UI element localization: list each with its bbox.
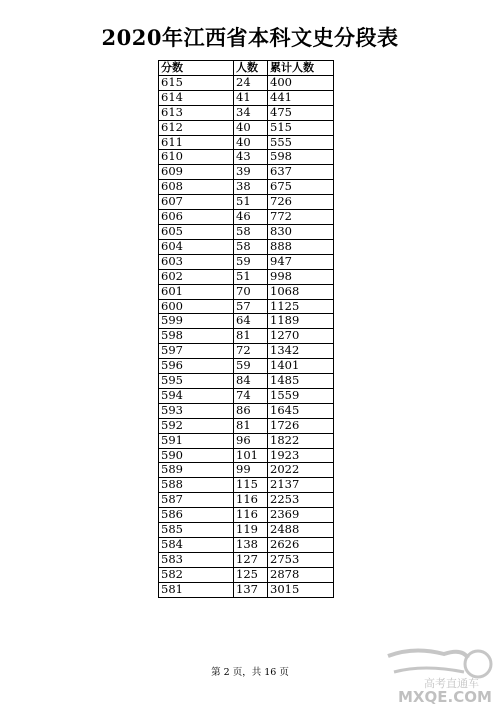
table-row <box>159 299 334 314</box>
cell-count: 84 <box>234 374 268 389</box>
cell-score: 610 <box>159 150 234 165</box>
cell-cumulative: 675 <box>268 180 334 195</box>
cell-count: 99 <box>234 463 268 478</box>
cell-count: 64 <box>234 314 268 329</box>
cell-score: 615 <box>159 75 234 90</box>
cell-cumulative: 772 <box>268 210 334 225</box>
cell-cumulative: 2369 <box>268 508 334 523</box>
cell-cumulative: 3015 <box>268 582 334 597</box>
table-row <box>159 150 334 165</box>
cell-score: 612 <box>159 120 234 135</box>
cell-count: 58 <box>234 224 268 239</box>
page-title: 2020年江西省本科文史分段表 <box>101 25 399 50</box>
table-row <box>159 433 334 448</box>
table-body <box>159 75 334 597</box>
cell-count: 59 <box>234 359 268 374</box>
cell-cumulative: 726 <box>268 195 334 210</box>
cell-cumulative: 1923 <box>268 448 334 463</box>
cell-cumulative: 1342 <box>268 344 334 359</box>
table-row <box>159 359 334 374</box>
cell-cumulative: 947 <box>268 254 334 269</box>
cell-count: 96 <box>234 433 268 448</box>
cell-score: 595 <box>159 374 234 389</box>
table-row <box>159 582 334 597</box>
cell-score: 593 <box>159 403 234 418</box>
cell-count: 116 <box>234 493 268 508</box>
table-row <box>159 254 334 269</box>
table-row <box>159 329 334 344</box>
cell-count: 74 <box>234 388 268 403</box>
table-row <box>159 493 334 508</box>
cell-cumulative: 2488 <box>268 523 334 538</box>
column-header-cumulative: 累计人数 <box>268 61 334 76</box>
cell-score: 607 <box>159 195 234 210</box>
column-header-count: 人数 <box>234 61 268 76</box>
cell-count: 81 <box>234 418 268 433</box>
cell-score: 614 <box>159 90 234 105</box>
cell-count: 40 <box>234 120 268 135</box>
score-distribution-table <box>158 60 334 598</box>
cell-score: 588 <box>159 478 234 493</box>
table-header-row <box>159 61 334 76</box>
cell-score: 581 <box>159 582 234 597</box>
cell-cumulative: 598 <box>268 150 334 165</box>
table-row <box>159 403 334 418</box>
cell-count: 125 <box>234 567 268 582</box>
cell-cumulative: 830 <box>268 224 334 239</box>
table-row <box>159 165 334 180</box>
table-row <box>159 210 334 225</box>
cell-count: 70 <box>234 284 268 299</box>
cell-score: 598 <box>159 329 234 344</box>
cell-cumulative: 2753 <box>268 552 334 567</box>
cell-score: 606 <box>159 210 234 225</box>
cell-count: 119 <box>234 523 268 538</box>
cell-cumulative: 637 <box>268 165 334 180</box>
cell-count: 127 <box>234 552 268 567</box>
cell-count: 41 <box>234 90 268 105</box>
table-row <box>159 523 334 538</box>
table-row <box>159 135 334 150</box>
watermark-text: 高考直通车 <box>424 677 479 690</box>
cell-count: 86 <box>234 403 268 418</box>
cell-count: 24 <box>234 75 268 90</box>
table-row <box>159 567 334 582</box>
cell-cumulative: 2137 <box>268 478 334 493</box>
cell-cumulative: 1068 <box>268 284 334 299</box>
cell-cumulative: 441 <box>268 90 334 105</box>
cell-count: 51 <box>234 195 268 210</box>
cell-count: 116 <box>234 508 268 523</box>
cell-score: 590 <box>159 448 234 463</box>
table-row <box>159 552 334 567</box>
table-row <box>159 538 334 553</box>
table-row <box>159 269 334 284</box>
cell-score: 592 <box>159 418 234 433</box>
cell-cumulative: 555 <box>268 135 334 150</box>
cell-count: 59 <box>234 254 268 269</box>
cell-cumulative: 2022 <box>268 463 334 478</box>
cell-cumulative: 1189 <box>268 314 334 329</box>
cell-count: 40 <box>234 135 268 150</box>
column-header-score: 分数 <box>159 61 234 76</box>
cell-count: 39 <box>234 165 268 180</box>
cell-score: 602 <box>159 269 234 284</box>
watermark-site: MXQE.COM <box>398 688 492 704</box>
table-row <box>159 180 334 195</box>
cell-count: 57 <box>234 299 268 314</box>
cell-score: 608 <box>159 180 234 195</box>
cell-score: 605 <box>159 224 234 239</box>
cell-score: 589 <box>159 463 234 478</box>
cell-score: 591 <box>159 433 234 448</box>
cell-count: 34 <box>234 105 268 120</box>
cell-count: 51 <box>234 269 268 284</box>
table-row <box>159 239 334 254</box>
table-row <box>159 418 334 433</box>
table-row <box>159 314 334 329</box>
cell-score: 587 <box>159 493 234 508</box>
cell-score: 583 <box>159 552 234 567</box>
cell-score: 599 <box>159 314 234 329</box>
cell-score: 604 <box>159 239 234 254</box>
table-row <box>159 284 334 299</box>
cell-cumulative: 2626 <box>268 538 334 553</box>
table-row <box>159 195 334 210</box>
table-row <box>159 508 334 523</box>
cell-count: 72 <box>234 344 268 359</box>
cell-count: 46 <box>234 210 268 225</box>
table-row <box>159 448 334 463</box>
cell-score: 601 <box>159 284 234 299</box>
table-row <box>159 75 334 90</box>
cell-cumulative: 1645 <box>268 403 334 418</box>
cell-score: 613 <box>159 105 234 120</box>
cell-cumulative: 400 <box>268 75 334 90</box>
cell-score: 582 <box>159 567 234 582</box>
table-row <box>159 105 334 120</box>
cell-score: 585 <box>159 523 234 538</box>
cell-cumulative: 998 <box>268 269 334 284</box>
cell-count: 101 <box>234 448 268 463</box>
cell-count: 81 <box>234 329 268 344</box>
cell-cumulative: 1559 <box>268 388 334 403</box>
table-row <box>159 388 334 403</box>
cell-count: 137 <box>234 582 268 597</box>
cell-cumulative: 1270 <box>268 329 334 344</box>
table-row <box>159 224 334 239</box>
cell-count: 138 <box>234 538 268 553</box>
cell-score: 611 <box>159 135 234 150</box>
cell-count: 38 <box>234 180 268 195</box>
table-row <box>159 463 334 478</box>
cell-cumulative: 1401 <box>268 359 334 374</box>
cell-score: 609 <box>159 165 234 180</box>
table-row <box>159 478 334 493</box>
cell-score: 594 <box>159 388 234 403</box>
table-row <box>159 344 334 359</box>
cell-count: 58 <box>234 239 268 254</box>
cell-cumulative: 2253 <box>268 493 334 508</box>
cell-cumulative: 2878 <box>268 567 334 582</box>
cell-cumulative: 1726 <box>268 418 334 433</box>
cell-cumulative: 1822 <box>268 433 334 448</box>
page-footer: 第 2 页，共 16 页 <box>211 667 289 678</box>
table-row <box>159 90 334 105</box>
cell-score: 603 <box>159 254 234 269</box>
cell-cumulative: 1485 <box>268 374 334 389</box>
cell-score: 586 <box>159 508 234 523</box>
cell-score: 597 <box>159 344 234 359</box>
cell-cumulative: 1125 <box>268 299 334 314</box>
cell-score: 600 <box>159 299 234 314</box>
cell-count: 43 <box>234 150 268 165</box>
cell-cumulative: 888 <box>268 239 334 254</box>
cell-count: 115 <box>234 478 268 493</box>
cell-score: 596 <box>159 359 234 374</box>
cell-score: 584 <box>159 538 234 553</box>
table-row <box>159 120 334 135</box>
cell-cumulative: 515 <box>268 120 334 135</box>
table-row <box>159 374 334 389</box>
cell-cumulative: 475 <box>268 105 334 120</box>
